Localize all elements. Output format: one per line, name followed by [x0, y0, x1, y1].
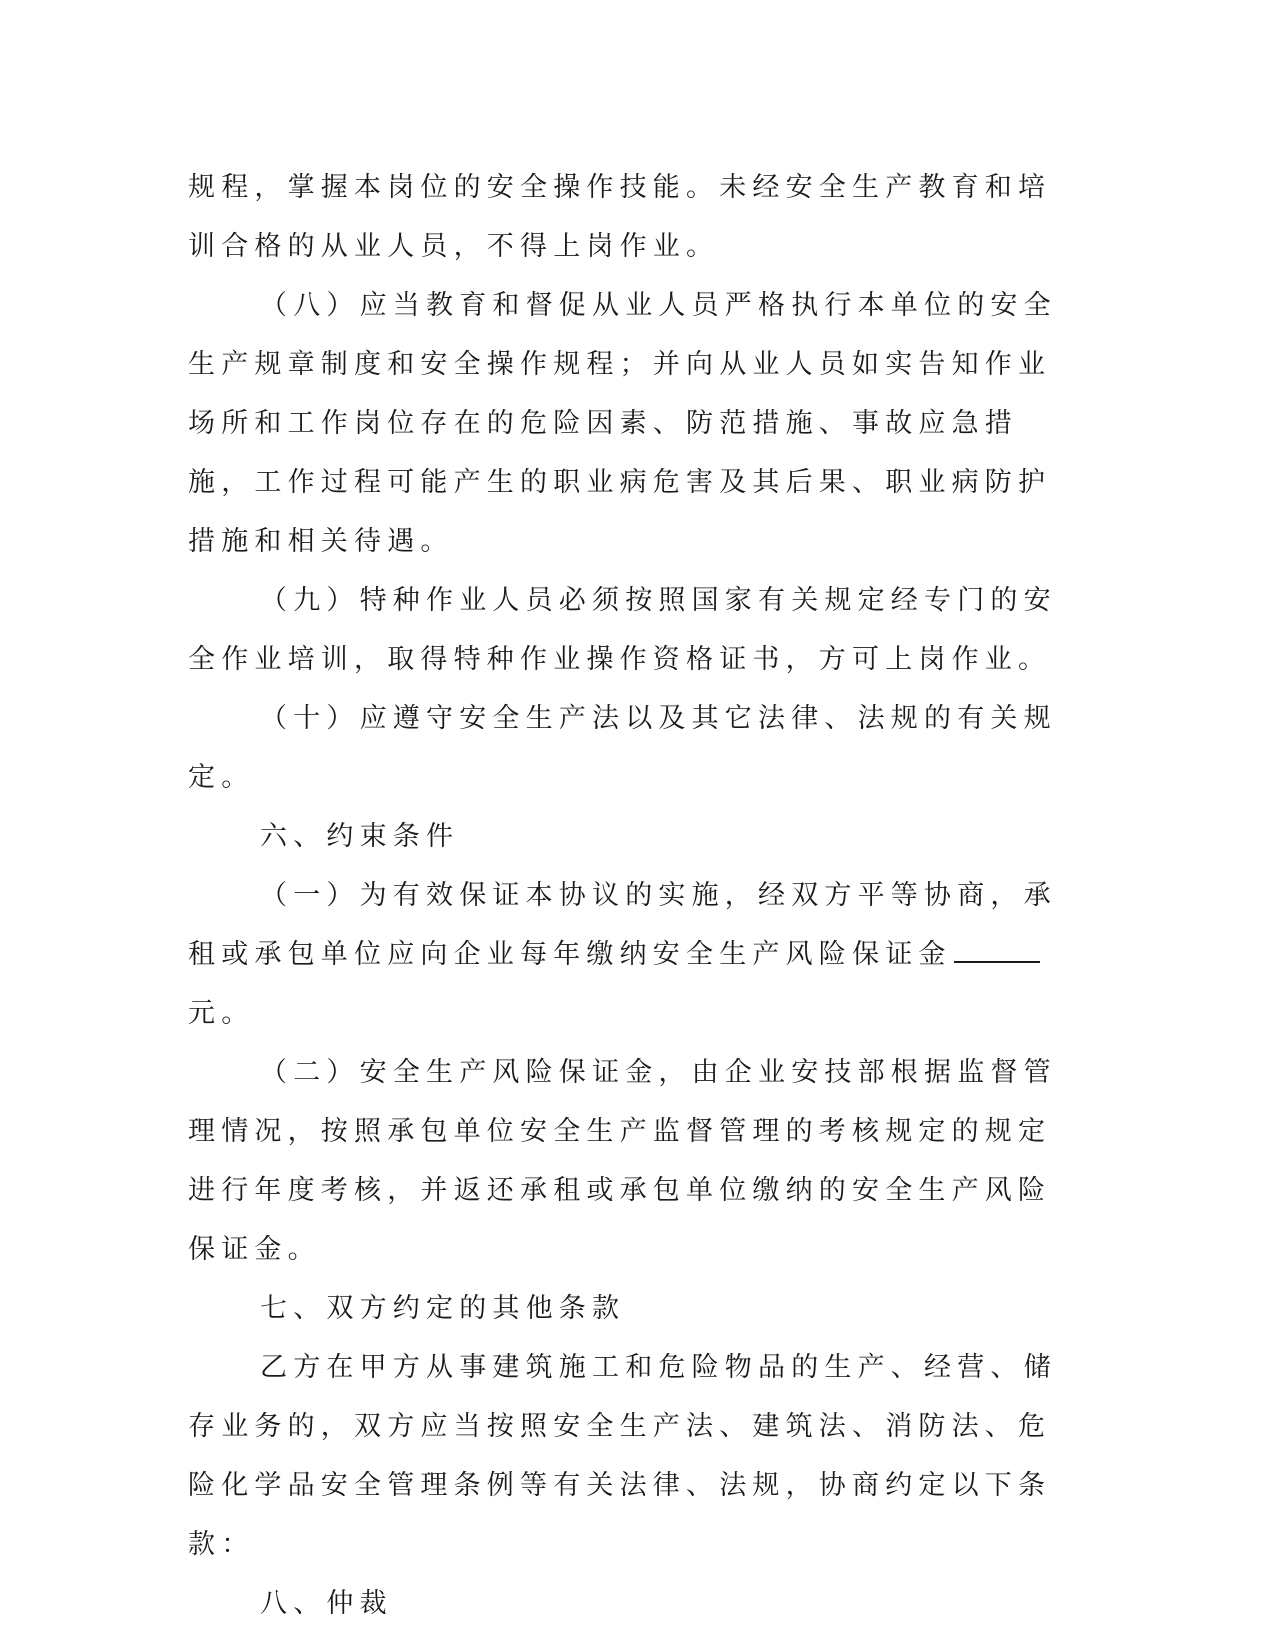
paragraph-constraint-1	[188, 866, 1068, 1043]
paragraph-other-terms: 乙方在甲方从事建筑施工和危险物品的生产、经营、储存业务的，双方应当按照安全生产法、建筑法、消防法、危险化学品安全管理条例等有关法律、法规，协商约定以下条款：	[188, 1352, 1057, 1560]
paragraph-item-8: （八）应当教育和督促从业人员严格执行本单位的安全生产规章制度和安全操作规程；并向从业人员如实告知作业场所和工作岗位存在的危险因素、防范措施、事故应急措施，工作过程可能产生的职业病危害及其后果、职业病防护措施和相关待遇。	[188, 290, 1057, 557]
document-body	[188, 158, 1068, 1633]
paragraph-constraint-2: （二）安全生产风险保证金，由企业安技部根据监督管理情况，按照承包单位安全生产监督管理的考核规定的规定进行年度考核，并返还承租或承包单位缴纳的安全生产风险保证金。	[188, 1057, 1057, 1265]
paragraph-item-9: （九）特种作业人员必须按照国家有关规定经专门的安全作业培训，取得特种作业操作资格证书，方可上岗作业。	[188, 585, 1057, 675]
section-heading-8: 八、仲裁	[260, 1588, 393, 1619]
section-heading-6: 六、约束条件	[260, 821, 460, 852]
deposit-amount-blank	[954, 931, 1040, 963]
paragraph-item-10: （十）应遵守安全生产法以及其它法律、法规的有关规定。	[188, 703, 1057, 793]
section-heading-7: 七、双方约定的其他条款	[260, 1293, 626, 1324]
constraint-1-text: （一）为有效保证本协议的实施，经双方平等协商，承租或承包单位应向企业每年缴纳安全生产风险保证金	[188, 880, 1057, 970]
paragraph-training-rules: 规程，掌握本岗位的安全操作技能。未经安全生产教育和培训合格的从业人员，不得上岗作业。	[188, 172, 1052, 262]
constraint-1-unit: 元。	[188, 998, 255, 1029]
